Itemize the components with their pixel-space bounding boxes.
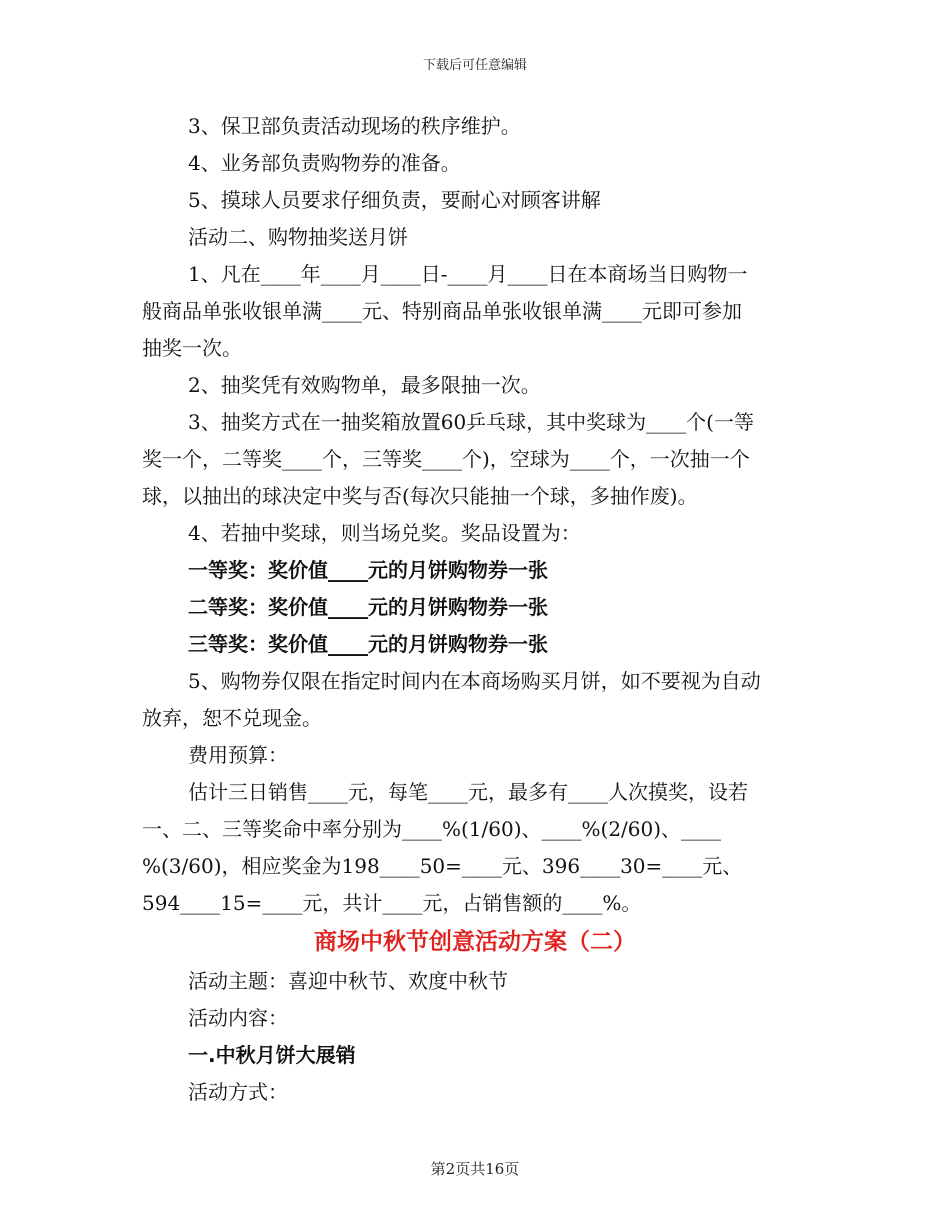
budget-heading: 费用预算： <box>188 743 288 767</box>
text-line: 活动内容： <box>188 1006 288 1030</box>
text-line: 奖一个，二等奖____个，三等奖____个)，空球为____个，一次抽一个 <box>142 447 750 471</box>
document-body <box>142 108 808 1111</box>
text-line: 般商品单张收银单满____元、特别商品单张收银单满____元即可参加 <box>142 299 742 323</box>
text-line: 3、保卫部负责活动现场的秩序维护。 <box>188 114 521 138</box>
text-line: 5、购物券仅限在指定时间内在本商场购买月饼，如不要视为自动 <box>188 669 761 693</box>
text-line: 球，以抽出的球决定中奖与否(每次只能抽一个球，多抽作废)。 <box>142 484 698 508</box>
section-heading: 活动二、购物抽奖送月饼 <box>188 225 408 249</box>
text-line: 4、若抽中奖球，则当场兑奖。奖品设置为： <box>188 521 581 545</box>
text-line: 放弃，恕不兑现金。 <box>142 706 322 730</box>
text-line: 2、抽奖凭有效购物单，最多限抽一次。 <box>188 373 541 397</box>
text-line: 4、业务部负责购物券的准备。 <box>188 151 461 175</box>
text-line: 594____15=____元，共计____元，占销售额的____%。 <box>142 891 642 915</box>
page-footer: 第2页共16页 <box>430 1160 520 1178</box>
prize-second: 二等奖：奖价值____元的月饼购物券一张 <box>188 595 548 619</box>
page-header: 下载后可任意编辑 <box>422 58 527 73</box>
document-title: 商场中秋节创意活动方案（二） <box>314 929 636 955</box>
text-line: 一、二、三等奖命中率分别为____%(1/60)、____%(2/60)、____ <box>142 817 722 841</box>
text-line: 3、抽奖方式在一抽奖箱放置60乒乓球，其中奖球为____个(一等 <box>188 410 754 434</box>
text-line: 活动方式： <box>188 1080 288 1104</box>
prize-third: 三等奖：奖价值____元的月饼购物券一张 <box>188 632 548 656</box>
text-line: 估计三日销售____元，每笔____元，最多有____人次摸奖，设若 <box>188 780 748 804</box>
text-line: %(3/60)，相应奖金为198____50=____元、396____30=____元、 <box>142 854 743 878</box>
text-line: 1、凡在____年____月____日-____月____日在本商场当日购物一 <box>188 262 748 286</box>
text-line: 活动主题：喜迎中秋节、欢度中秋节 <box>188 969 508 993</box>
section-heading-bold: 一.中秋月饼大展销 <box>188 1043 356 1067</box>
text-line: 5、摸球人员要求仔细负责，要耐心对顾客讲解 <box>188 188 601 212</box>
prize-first: 一等奖：奖价值____元的月饼购物券一张 <box>188 558 548 582</box>
text-line: 抽奖一次。 <box>142 336 242 360</box>
